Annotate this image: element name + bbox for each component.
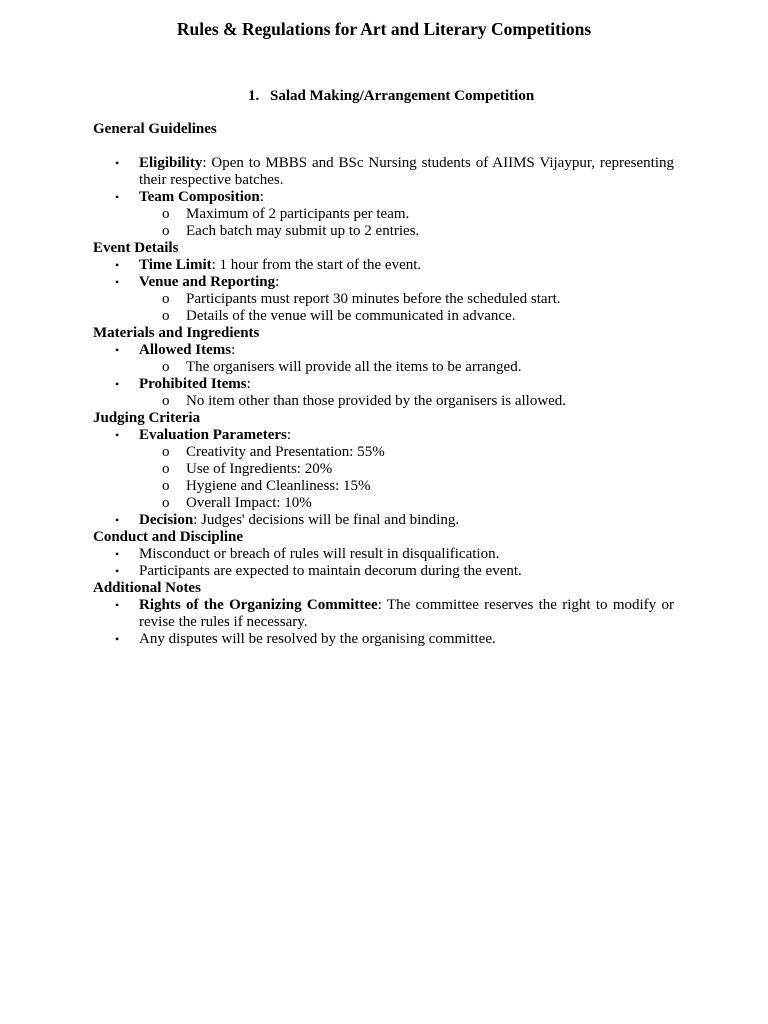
bullet-icon: • (115, 513, 120, 527)
sub-item-text: No item other than those provided by the organisers is allowed. (186, 393, 567, 409)
list-item-eligibility (93, 155, 674, 189)
sub-list-item (93, 359, 674, 376)
competition-number: 1. (248, 88, 260, 104)
section-heading-judging: Judging Criteria (93, 410, 201, 426)
team-colon: : (259, 189, 264, 205)
sub-bullet-icon: o (162, 444, 170, 460)
bullet-icon: • (115, 547, 120, 561)
rights-text: : The committee reserves the right to modify or revise the rules if necessary. (139, 597, 674, 630)
list-item-team-composition (93, 189, 674, 240)
sub-list-item (93, 461, 674, 478)
decision-text: : Judges' decisions will be final and binding. (193, 512, 460, 528)
event-list (93, 257, 674, 325)
sub-bullet-icon: o (162, 206, 170, 222)
section-heading-event: Event Details (93, 240, 179, 256)
sub-list-item (93, 291, 674, 308)
params-label: Evaluation Parameters (139, 427, 287, 443)
rights-label: Rights of the Organizing Committee (139, 597, 378, 613)
bullet-icon: • (115, 190, 120, 204)
allowed-label: Allowed Items (139, 342, 232, 358)
list-item-venue (93, 274, 674, 325)
list-item-allowed (93, 342, 674, 376)
disputes-text: Any disputes will be resolved by the organising committee. (139, 631, 496, 647)
bullet-icon: • (115, 598, 120, 612)
sub-item-text: Details of the venue will be communicated in advance. (186, 308, 516, 324)
section-heading-general: General Guidelines (93, 121, 217, 137)
section-heading-notes: Additional Notes (93, 580, 201, 596)
section-heading-conduct: Conduct and Discipline (93, 529, 244, 545)
sub-item-text: Hygiene and Cleanliness: 15% (186, 478, 371, 494)
sub-bullet-icon: o (162, 461, 170, 477)
list-item-time-limit (93, 257, 674, 274)
sub-list-item (93, 393, 674, 410)
prohibited-sublist (139, 393, 674, 410)
sub-item-text: Creativity and Presentation: 55% (186, 444, 385, 460)
venue-sublist (139, 291, 674, 325)
sub-item-text: Use of Ingredients: 20% (186, 461, 333, 477)
eligibility-label: Eligibility (139, 155, 203, 171)
sub-bullet-icon: o (162, 291, 170, 307)
venue-label: Venue and Reporting (139, 274, 276, 290)
prohibited-label: Prohibited Items (139, 376, 247, 392)
competition-name: Salad Making/Arrangement Competition (270, 88, 535, 104)
allowed-sublist (139, 359, 674, 376)
team-sublist (139, 206, 674, 240)
allowed-colon: : (231, 342, 236, 358)
list-item-decision (93, 512, 674, 529)
bullet-icon: • (115, 258, 120, 272)
sub-bullet-icon: o (162, 359, 170, 375)
list-item-decorum (93, 563, 674, 580)
list-item-rights (93, 597, 674, 631)
sub-bullet-icon: o (162, 478, 170, 494)
list-item-prohibited (93, 376, 674, 410)
sub-bullet-icon: o (162, 393, 170, 409)
list-item-disputes (93, 631, 674, 648)
sub-bullet-icon: o (162, 308, 170, 324)
sub-list-item (93, 495, 674, 512)
time-label: Time Limit (139, 257, 212, 273)
params-colon: : (286, 427, 292, 443)
bullet-icon: • (115, 156, 120, 170)
sub-list-item (93, 206, 674, 223)
list-item-misconduct (93, 546, 674, 563)
sub-bullet-icon: o (162, 223, 170, 239)
sub-item-text: Maximum of 2 participants per team. (186, 206, 410, 222)
list-item-evaluation (93, 427, 674, 512)
conduct-text: Participants are expected to maintain decorum during the event. (139, 563, 522, 579)
sub-list-item (93, 223, 674, 240)
conduct-text: Misconduct or breach of rules will result in disqualification. (139, 546, 500, 562)
judging-list (93, 427, 674, 529)
bullet-icon: • (115, 632, 120, 646)
materials-list (93, 342, 674, 410)
sub-item-text: The organisers will provide all the items to be arranged. (186, 359, 522, 375)
sub-bullet-icon: o (162, 495, 170, 511)
general-list (93, 155, 674, 240)
bullet-icon: • (115, 343, 120, 357)
sub-list-item (93, 308, 674, 325)
bullet-icon: • (115, 377, 120, 391)
team-label: Team Composition (139, 189, 260, 205)
sub-list-item (93, 478, 674, 495)
conduct-list (93, 546, 674, 580)
bullet-icon: • (115, 428, 120, 442)
section-heading-materials: Materials and Ingredients (93, 325, 260, 341)
sub-list-item (93, 444, 674, 461)
sub-item-text: Each batch may submit up to 2 entries. (186, 223, 420, 239)
params-sublist (139, 444, 674, 512)
sub-item-text: Overall Impact: 10% (186, 495, 312, 511)
venue-colon: : (275, 274, 280, 290)
bullet-icon: • (115, 564, 120, 578)
prohibited-colon: : (246, 376, 251, 392)
decision-label: Decision (139, 512, 194, 528)
document-title: Rules & Regulations for Art and Literary Competitions (176, 19, 592, 39)
time-text: : 1 hour from the start of the event. (211, 257, 422, 273)
rules-content (93, 121, 674, 648)
sub-item-text: Participants must report 30 minutes before the scheduled start. (186, 291, 561, 307)
notes-list (93, 597, 674, 648)
eligibility-text: : Open to MBBS and BSc Nursing students of AIIMS Vijaypur, representing their respective batches. (139, 155, 674, 188)
bullet-icon: • (115, 275, 120, 289)
